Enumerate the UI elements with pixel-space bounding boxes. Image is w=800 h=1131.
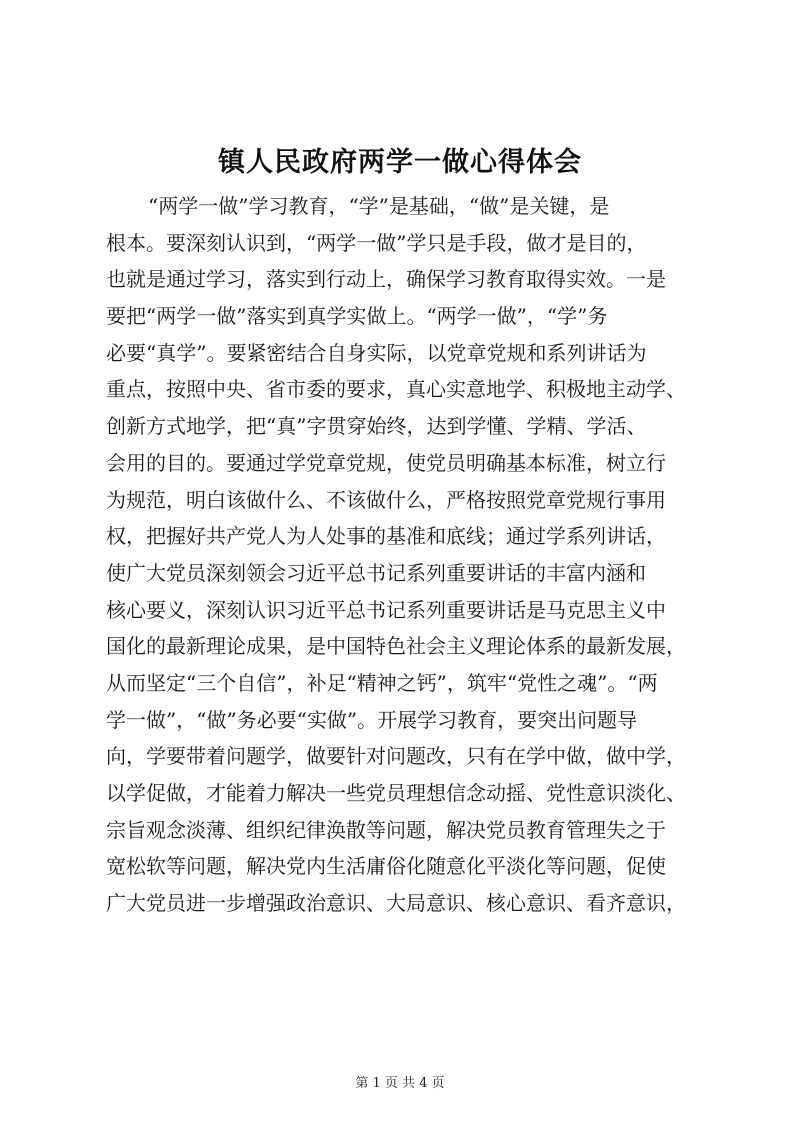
body-line: 也就是通过学习，落实到行动上，确保学习教育取得实效。一是 <box>106 267 666 292</box>
body-line: 要把“两学一做”落实到真学实做上。“两学一做”，“学”务 <box>106 304 608 329</box>
body-line: 向，学要带着问题学，做要针对问题改，只有在学中做，做中学， <box>106 744 686 769</box>
document-body <box>106 188 726 922</box>
body-line: 根本。要深刻认识到，“两学一做”学只是手段，做才是目的， <box>106 230 647 255</box>
page-number-footer: 第 1 页 共 4 页 <box>355 1076 445 1091</box>
body-line: 国化的最新理论成果，是中国特色社会主义理论体系的最新发展， <box>106 634 686 659</box>
body-line: 为规范，明白该做什么、不该做什么，严格按照党章党规行事用 <box>106 487 666 512</box>
body-line: 学一做”，“做”务必要“实做”。开展学习教育，要突出问题导 <box>106 707 638 732</box>
document-title: 镇人民政府两学一做心得体会 <box>218 147 582 178</box>
body-line: 核心要义，深刻认识习近平总书记系列重要讲话是马克思主义中 <box>106 597 666 622</box>
body-line: 创新方式地学，把“真”字贯穿始终，达到学懂、学精、学活、 <box>106 414 647 439</box>
body-line: 权，把握好共产党人为人处事的基准和底线；通过学系列讲话， <box>106 524 666 549</box>
body-line: 使广大党员深刻领会习近平总书记系列重要讲话的丰富内涵和 <box>106 560 646 585</box>
body-line: “两学一做”学习教育，“学”是基础，“做”是关键，是 <box>148 194 610 218</box>
body-line: 必要“真学”。要紧密结合自身实际，以党章党规和系列讲话为 <box>106 340 647 365</box>
body-line: 从而坚定“三个自信”，补足“精神之钙”，筑牢“党性之魂”。“两 <box>106 670 658 695</box>
body-line: 广大党员进一步增强政治意识、大局意识、核心意识、看齐意识， <box>106 891 686 916</box>
body-line: 宗旨观念淡薄、组织纪律涣散等问题，解决党员教育管理失之于 <box>106 817 666 842</box>
body-line: 会用的目的。要通过学党章党规，使党员明确基本标准，树立行 <box>106 450 666 475</box>
body-line: 重点，按照中央、省市委的要求，真心实意地学、积极地主动学、 <box>106 377 686 402</box>
body-line: 以学促做，才能着力解决一些党员理想信念动摇、党性意识淡化、 <box>106 781 686 805</box>
body-line: 宽松软等问题，解决党内生活庸俗化随意化平淡化等问题，促使 <box>106 854 666 879</box>
